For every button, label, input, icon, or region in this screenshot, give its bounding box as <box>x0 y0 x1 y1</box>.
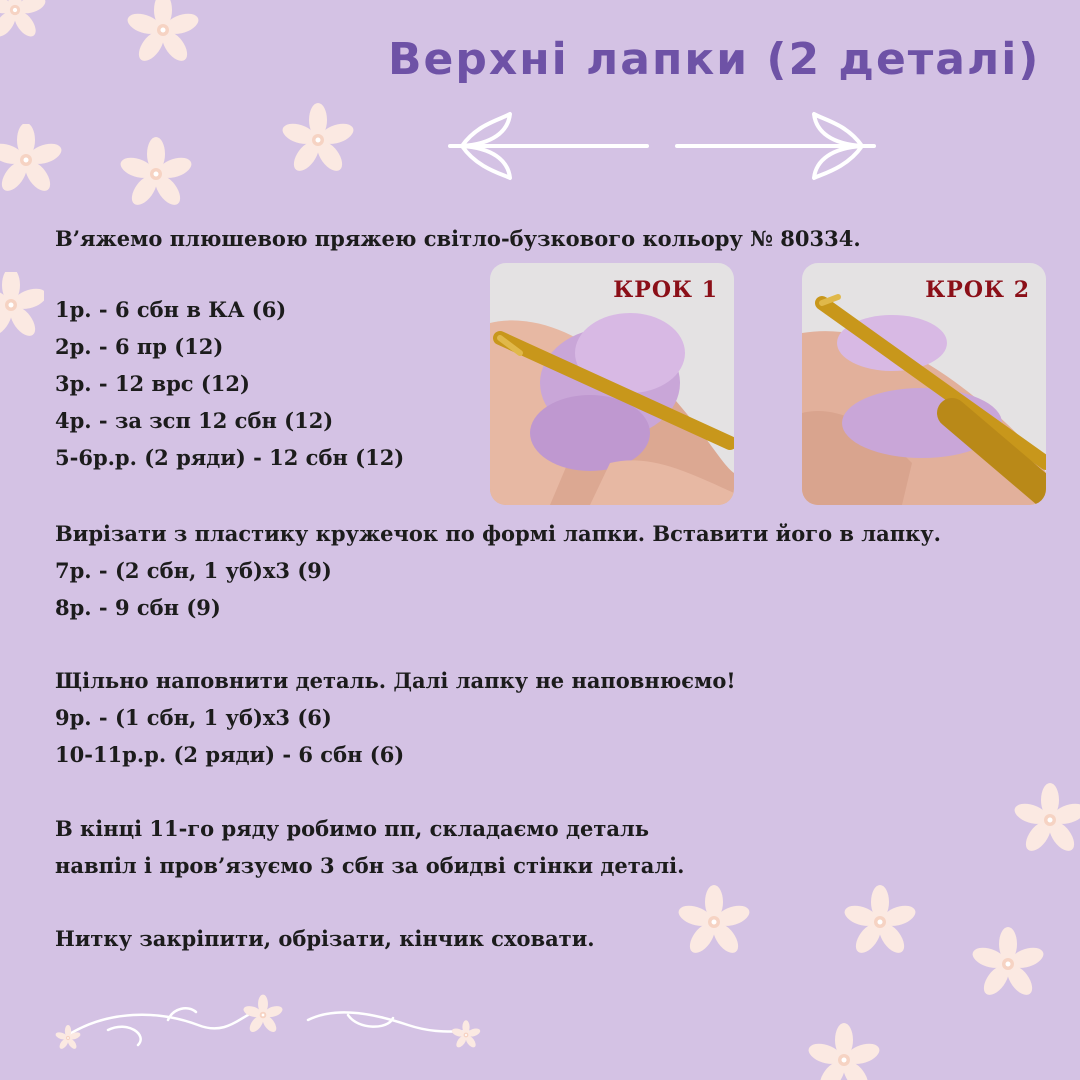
daisy-flower-icon <box>842 884 918 960</box>
row-instruction: 4р. - за зсп 12 сбн (12) <box>55 408 334 433</box>
daisy-flower-icon <box>118 136 194 212</box>
rows-block-3 <box>55 662 736 773</box>
row-instruction: 1р. - 6 сбн в КА (6) <box>55 297 287 322</box>
rows-block-4 <box>55 810 684 884</box>
step-2-photo <box>802 263 1046 505</box>
row-instruction: 7р. - (2 сбн, 1 уб)х3 (9) <box>55 558 332 583</box>
row-instruction: 5-6р.р. (2 ряди) - 12 сбн (12) <box>55 445 405 470</box>
daisy-flower-icon <box>0 124 62 196</box>
row-instruction: 2р. - 6 пр (12) <box>55 334 224 359</box>
instruction-line: навпіл і пров’язуємо 3 сбн за обидві стінки деталі. <box>55 853 685 878</box>
daisy-flower-icon <box>0 272 44 338</box>
intro-text: В’яжемо плюшевою пряжею світло-бузкового кольору № 80334. <box>55 226 861 251</box>
page-title: Верхні лапки (2 деталі) <box>388 34 1041 85</box>
daisy-flower-icon <box>0 0 50 40</box>
daisy-flower-icon <box>1012 782 1080 858</box>
instruction-line: В кінці 11-го ряду робимо пп, складаємо деталь <box>55 816 649 841</box>
daisy-flower-icon <box>806 1022 882 1080</box>
daisy-flower-icon <box>676 884 752 960</box>
floral-swirl-ornament-icon <box>48 990 488 1060</box>
step-label: КРОК 2 <box>925 277 1030 303</box>
leaf-arrow-divider-icon <box>442 104 882 184</box>
final-instruction: Нитку закріпити, обрізати, кінчик сховати. <box>55 926 595 951</box>
instruction-line: Вирізати з пластику кружечок по формі лапки. Вставити його в лапку. <box>55 521 941 546</box>
rows-block-2 <box>55 515 941 626</box>
row-instruction: 3р. - 12 врс (12) <box>55 371 250 396</box>
step-1-photo <box>490 263 734 505</box>
rows-block-1 <box>55 291 404 476</box>
row-instruction: 9р. - (1 сбн, 1 уб)х3 (6) <box>55 705 332 730</box>
daisy-flower-icon <box>970 926 1046 1002</box>
step-label: КРОК 1 <box>613 277 718 303</box>
row-instruction: 8р. - 9 сбн (9) <box>55 595 221 620</box>
daisy-flower-icon <box>280 102 356 178</box>
instruction-line: Щільно наповнити деталь. Далі лапку не наповнюємо! <box>55 668 736 693</box>
row-instruction: 10-11р.р. (2 ряди) - 6 сбн (6) <box>55 742 405 767</box>
daisy-flower-icon <box>125 0 201 68</box>
